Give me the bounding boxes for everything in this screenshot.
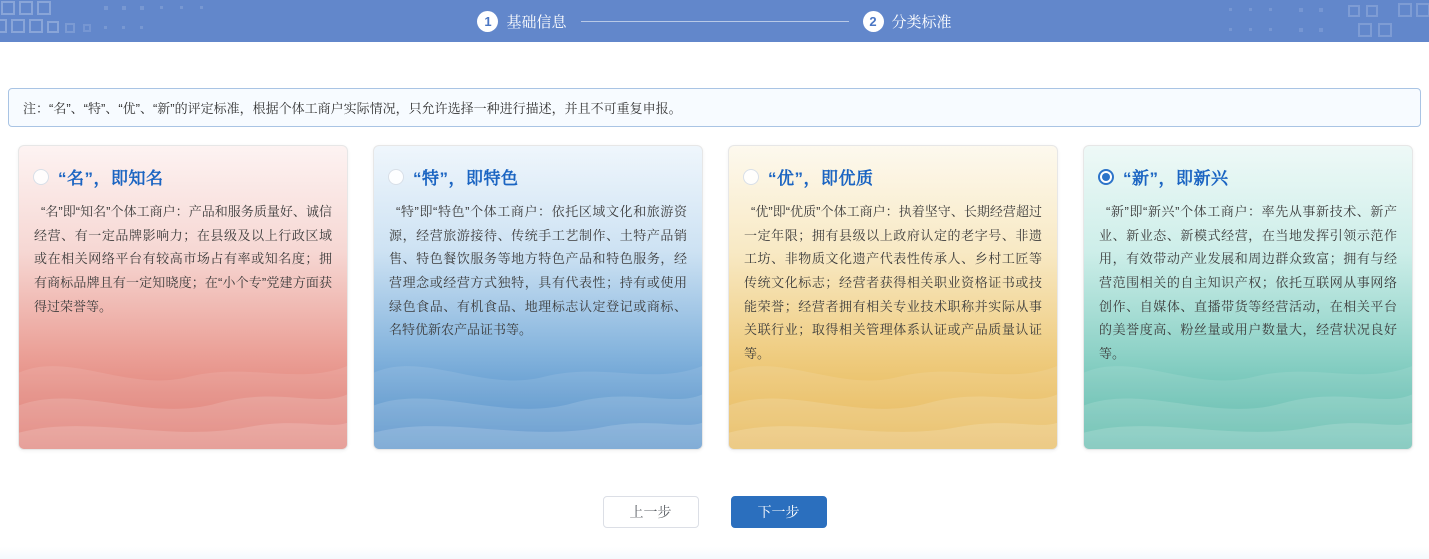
stepper-connector-line — [581, 21, 849, 22]
radio-te[interactable] — [388, 169, 404, 185]
prev-step-button[interactable]: 上一步 — [603, 496, 699, 528]
card-description-ming: “名”即“知名”个体工商户：产品和服务质量好、诚信经营、有一定品牌影响力；在县级及以上行政区域或在相关网络平台有较高市场占有率或知名度；拥有商标品牌且有一定知晓度；在“小个专”党建方面获得过荣誉等。 — [34, 204, 332, 314]
decorative-squares-right — [1209, 0, 1429, 42]
radio-xin[interactable] — [1098, 169, 1114, 185]
card-ming-known[interactable] — [18, 145, 348, 450]
card-description-xin: “新”即“新兴”个体工商户：率先从事新技术、新产业、新业态、新模式经营，在当地发挥引领示范作用，有效带动产业发展和周边群众致富；拥有与经营范围相关的自主知识产权；依托互联网从事网络创作、自媒体、直播带货等经营活动，在相关平台的美誉度高、粉丝量或用户数量大，经营状况良好等。 — [1099, 204, 1397, 361]
note-text: 注：“名”、“特”、“优”、“新”的评定标准，根据个体工商户实际情况，只允许选择一种进行描述，并且不可重复申报。 — [23, 101, 682, 116]
card-head — [729, 146, 1057, 189]
card-title-ming: “名”，即知名 — [58, 169, 164, 188]
card-head — [19, 146, 347, 189]
step-1-circle: 1 — [477, 11, 498, 32]
card-you-quality[interactable] — [728, 145, 1058, 450]
radio-ming[interactable] — [33, 169, 49, 185]
decorative-squares-left — [0, 0, 220, 42]
step-basic-info — [477, 11, 566, 32]
note-banner — [8, 88, 1421, 127]
card-head — [1084, 146, 1412, 189]
wizard-header — [0, 0, 1429, 42]
next-step-button[interactable]: 下一步 — [731, 496, 827, 528]
step-classification — [863, 11, 952, 32]
card-title-you: “优”，即优质 — [768, 169, 874, 188]
radio-you[interactable] — [743, 169, 759, 185]
card-title-te: “特”，即特色 — [413, 169, 519, 188]
step-2-label: 分类标准 — [891, 13, 952, 31]
card-description-you: “优”即“优质”个体工商户：执着坚守、长期经营超过一定年限；拥有县级以上政府认定的老字号、非遗工坊、非物质文化遗产代表性传承人、乡村工匠等传统文化标志；经营者获得相关职业资格证书或技能荣誉；经营者拥有相关专业技术职称并实际从事关联行业；取得相关管理体系认证或产品质量认证等。 — [744, 204, 1042, 361]
category-cards — [18, 145, 1413, 450]
card-title-xin: “新”，即新兴 — [1123, 169, 1229, 188]
bottom-wave-strip — [0, 547, 1429, 559]
stepper — [477, 11, 951, 32]
card-description-te: “特”即“特色”个体工商户：依托区域文化和旅游资源，经营旅游接待、传统手工艺制作、土特产品销售、特色餐饮服务等地方特色产品和特色服务，经营理念或经营方式独特，具有代表性；持有或使用绿色食品、有机食品、地理标志认定登记或商标、名特优新农产品证书等。 — [389, 204, 687, 338]
step-2-circle: 2 — [863, 11, 884, 32]
wave-decoration — [19, 329, 347, 449]
step-1-label: 基础信息 — [506, 13, 567, 31]
card-head — [374, 146, 702, 189]
card-xin-emerging[interactable] — [1083, 145, 1413, 450]
card-te-distinctive[interactable] — [373, 145, 703, 450]
wave-decoration — [374, 329, 702, 449]
wizard-footer — [0, 496, 1429, 528]
